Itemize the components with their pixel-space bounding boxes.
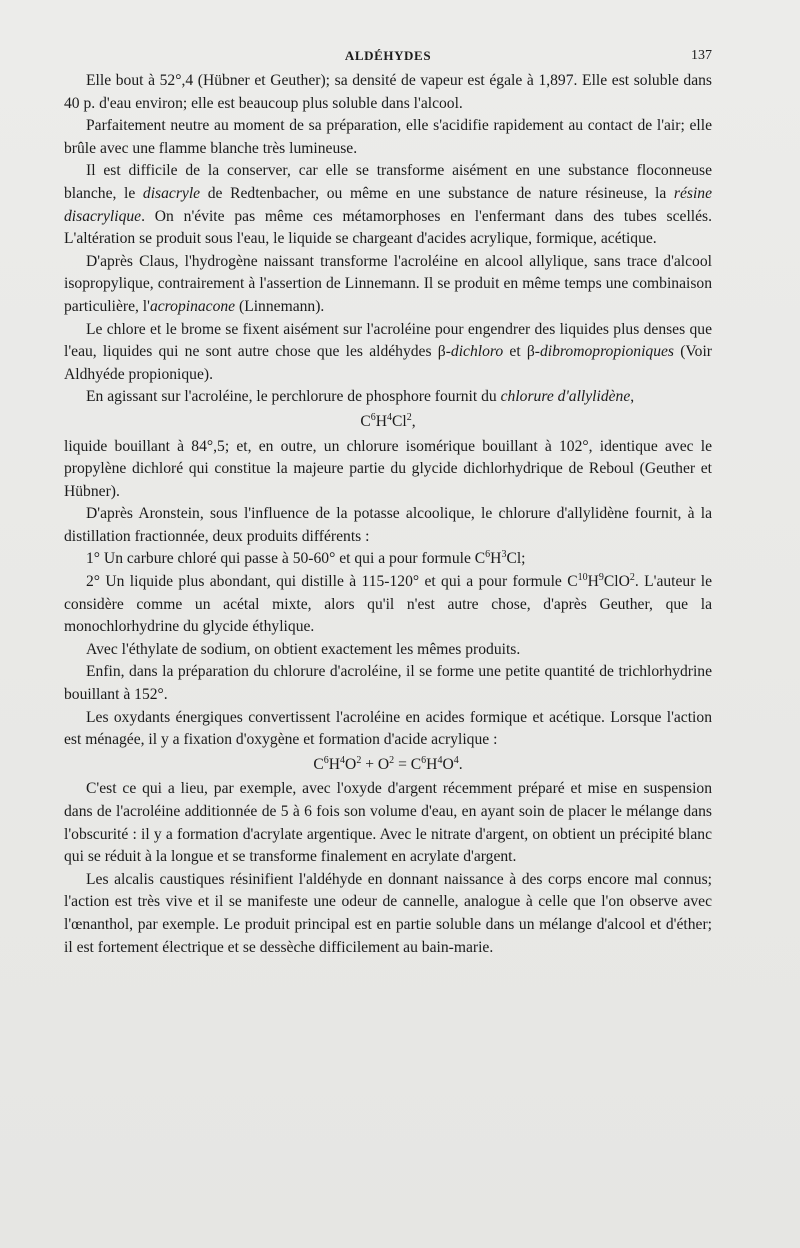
superscript: 4 — [437, 754, 443, 766]
paragraph — [64, 70, 712, 115]
text-run: H — [426, 755, 438, 773]
italic-term: résine disacrylique — [64, 184, 712, 225]
text-run: D'après Aronstein, sous l'influence de la potasse alcoolique, le chlorure d'allylidène fournit, à la distillation fractionnée, deux produits différents : — [64, 505, 712, 545]
text-run: Cl — [392, 412, 407, 430]
text-run: En agissant sur l'acroléine, le perchlorure de phosphore fournit du — [86, 388, 501, 406]
superscript: 6 — [485, 549, 491, 561]
superscript: 2 — [406, 411, 412, 423]
text-run: de Redtenbacher, ou même en une substance de nature résineuse, la — [200, 184, 674, 202]
text-run: . — [458, 755, 463, 773]
text-run: ClO — [603, 573, 630, 591]
text-run: , — [411, 412, 416, 430]
superscript: 4 — [453, 754, 459, 766]
text-run: C — [360, 412, 371, 430]
page-number: 137 — [691, 48, 712, 63]
paragraph — [64, 115, 712, 160]
text-run: liquide bouillant à 84°,5; et, en outre, un chlorure isomérique bouillant à 102°, identique avec le propylène dichloré qui constitue la majeure partie du glycide dichlorhydrique de Reboul (Geuther et Hübner). — [64, 437, 712, 500]
paragraph — [64, 319, 712, 387]
superscript: 4 — [340, 754, 346, 766]
text-run: (Linnemann). — [235, 297, 325, 315]
superscript: 3 — [501, 549, 507, 561]
text-run: (Voir Aldhyéde propionique). — [64, 343, 712, 383]
text-run: 1° Un carbure chloré qui passe à 50-60° et qui a pour formule C — [86, 550, 486, 568]
text-run: Les alcalis caustiques résinifient l'aldéhyde en donnant naissance à des corps encore mal connus; l'action est très vive et il se manifeste une odeur de cannelle, analogue à celle que l'on observe avec l'œnanthol, par exemple. Le produit principal est en partie soluble dans un mélange d'alcool et d'éther; il est fortement électrique et se dessèche difficilement au bain-marie. — [64, 870, 712, 956]
italic-term: acropinacone — [149, 297, 236, 315]
text-run: Le chlore et le brome se fixent aisément sur l'acroléine pour engendrer des liquides plus denses que l'eau, liquides qui ne sont autre chose que les aldéhydes β- — [64, 320, 712, 361]
text-run: H — [328, 755, 341, 773]
text-run: + O — [361, 755, 390, 773]
paragraph — [64, 571, 712, 639]
text-run: O — [345, 755, 357, 773]
text-run: Les oxydants énergiques convertissent l'acroléine en acides formique et acétique. Lorsque l'action est ménagée, il y a fixation d'oxygène et formation d'acide acrylique : — [64, 708, 712, 749]
text-run: C — [313, 755, 324, 773]
formula-line — [64, 411, 712, 434]
text-run: , — [630, 388, 635, 406]
page-header — [64, 48, 712, 68]
text-run: . L'auteur le considère comme un acétal mixte, alors qu'il n'est autre chose, d'après Geuther, que la monochlorhydrine du glycide éthylique. — [64, 573, 713, 636]
paragraph — [64, 160, 712, 250]
running-title: ALDÉHYDES — [344, 48, 432, 63]
text-run: H — [490, 550, 502, 568]
text-run: C'est ce qui a lieu, par exemple, avec l'oxyde d'argent récemment préparé et mise en suspension dans de l'acroléine additionnée de 5 à 6 fois son volume d'eau, en ayant soin de placer le mélange dans l'obscurité : il y a formation d'acrylate argentique. Avec le nitrate d'argent, on obtient un précipité blanc qui se réduit à la longue et se transforme finalement en acrylate d'argent. — [64, 780, 712, 866]
italic-term: chlorure d'allylidène — [500, 388, 631, 406]
paragraph — [64, 436, 712, 504]
superscript: 2 — [629, 571, 635, 583]
text-run: O — [442, 755, 454, 773]
superscript: 9 — [598, 571, 604, 583]
text-run: . On n'évite pas même ces métamorphoses en l'enfermant dans des tubes scellés. L'altération se produit sous l'eau, le liquide se chargeant d'acides acrylique, formique, acétique. — [64, 207, 712, 248]
text-run: D'après Claus, l'hydrogène naissant transforme l'acroléine en alcool allylique, sans trace d'alcool isopropylique, contrairement à l'assertion de Linnemann. Il se produit en même temps une combinaison particulière, l' — [64, 252, 712, 315]
paragraph — [64, 251, 712, 319]
superscript: 6 — [421, 754, 427, 766]
italic-term: disacryle — [142, 184, 201, 202]
italic-term: dichloro — [450, 343, 504, 361]
text-run: Enfin, dans la préparation du chlorure d'acroléine, il se forme une petite quantité de trichlorhydrine bouillant à 152°. — [64, 663, 712, 704]
italic-term: dibromopropioniques — [540, 343, 674, 361]
paragraph — [64, 503, 712, 548]
paragraph — [64, 707, 712, 752]
text-run: Cl; — [506, 550, 526, 568]
superscript: 6 — [370, 411, 376, 423]
formula-line — [64, 754, 712, 777]
text-run: 2° Un liquide plus abondant, qui distille à 115-120° et qui a pour formule C — [86, 573, 578, 591]
superscript: 10 — [577, 571, 588, 583]
text-run: H — [587, 573, 599, 591]
text-run: Parfaitement neutre au moment de sa préparation, elle s'acidifie rapidement au contact de l'air; elle brûle avec une flamme blanche très lumineuse. — [64, 117, 712, 157]
superscript: 2 — [356, 754, 362, 766]
paragraph — [64, 661, 712, 706]
paragraph — [64, 869, 712, 959]
text-run: Avec l'éthylate de sodium, on obtient exactement les mêmes produits. — [86, 640, 521, 658]
paragraph — [64, 548, 712, 571]
paragraph — [64, 386, 712, 409]
superscript: 4 — [387, 411, 393, 423]
text-run: Elle bout à 52°,4 (Hübner et Geuther); sa densité de vapeur est égale à 1,897. Elle est soluble dans 40 p. d'eau environ; elle est beaucoup plus soluble dans l'alcool. — [64, 72, 712, 112]
body-text — [64, 70, 712, 959]
text-run: Il est difficile de la conserver, car elle se transforme aisément en une substance floconneuse blanche, le — [64, 162, 712, 202]
text-run: = C — [394, 755, 422, 773]
superscript: 2 — [389, 754, 395, 766]
text-run: et β- — [503, 343, 540, 361]
paragraph — [64, 778, 712, 868]
text-run: H — [375, 412, 388, 430]
superscript: 6 — [323, 754, 329, 766]
paragraph — [64, 639, 712, 662]
